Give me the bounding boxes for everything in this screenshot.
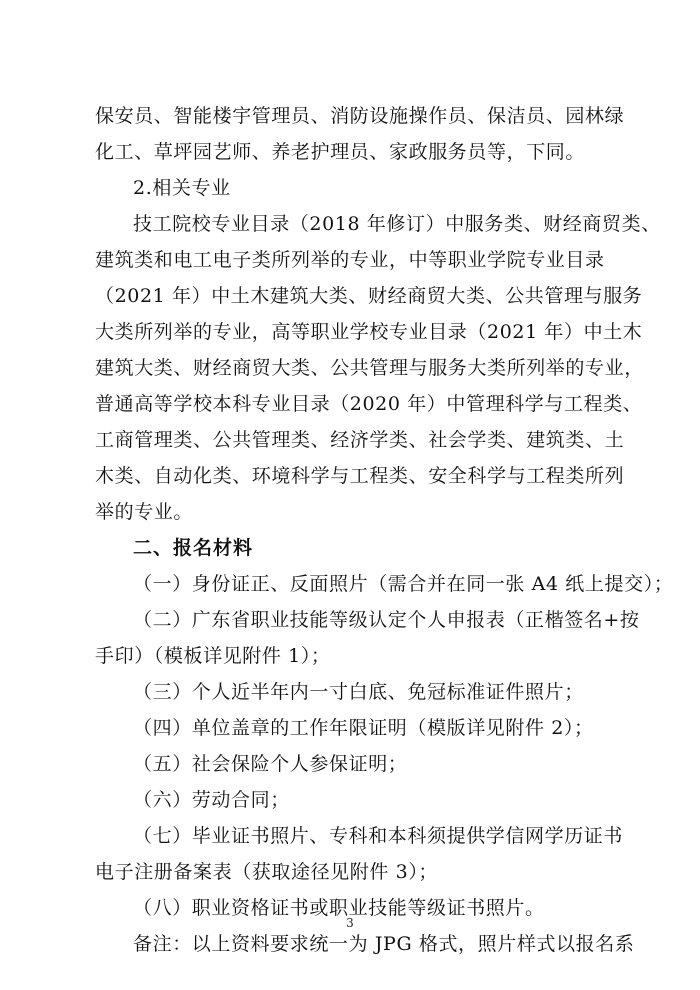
body-text (95, 98, 674, 962)
material-item-8: （八）职业资格证书或职业技能等级证书照片。 (133, 897, 545, 919)
material-item-7-line-2: 电子注册备案表（获取途径见附件 3）； (95, 861, 439, 883)
subheading-related-majors: 2.相关专业 (133, 177, 231, 199)
material-item-3: （三）个人近半年内一寸白底、免冠标准证件照片； (133, 681, 584, 703)
material-item-6: （六）劳动合同； (133, 789, 290, 811)
remark-line: 备注：以上资料要求统一为 JPG 格式，照片样式以报名系 (133, 933, 635, 955)
paragraph-1-line-1: 保安员、智能楼宇管理员、消防设施操作员、保洁员、园林绿 (95, 105, 625, 127)
paragraph-2-line-3: （2021 年）中土木建筑大类、财经商贸大类、公共管理与服务 (95, 285, 643, 307)
paragraph-2-line-4: 大类所列举的专业，高等职业学校专业目录（2021 年）中土木 (95, 321, 643, 343)
material-item-4: （四）单位盖章的工作年限证明（模版详见附件 2）； (133, 717, 594, 739)
paragraph-2-line-8: 木类、自动化类、环境科学与工程类、安全科学与工程类所列 (95, 465, 625, 487)
paragraph-2-line-9: 举的专业。 (95, 501, 194, 523)
paragraph-2-line-7: 工商管理类、公共管理类、经济学类、社会学类、建筑类、土 (95, 429, 625, 451)
paragraph-2-line-5: 建筑大类、财经商贸大类、公共管理与服务大类所列举的专业， (95, 357, 644, 379)
paragraph-2-line-6: 普通高等学校本科专业目录（2020 年）中管理科学与工程类、 (95, 393, 643, 415)
paragraph-2-line-2: 建筑类和电工电子类所列举的专业，中等职业学院专业目录 (95, 249, 605, 271)
material-item-2-line-2: 手印）（模板详见附件 1）； (95, 645, 331, 667)
material-item-1: （一）身份证正、反面照片（需合并在同一张 A4 纸上提交）； (133, 573, 674, 595)
material-item-7-line-1: （七）毕业证书照片、专科和本科须提供学信网学历证书 (133, 825, 624, 847)
material-item-5: （五）社会保险个人参保证明； (133, 753, 408, 775)
page-number: 3 (346, 916, 354, 930)
paragraph-2-line-1: 技工院校专业目录（2018 年修订）中服务类、财经商贸类、 (133, 213, 661, 235)
section-heading-materials: 二、报名材料 (133, 537, 254, 559)
paragraph-1-line-2: 化工、草坪园艺师、养老护理员、家政服务员等，下同。 (95, 141, 586, 163)
material-item-2-line-1: （二）广东省职业技能等级认定个人申报表（正楷签名+按 (133, 609, 640, 631)
